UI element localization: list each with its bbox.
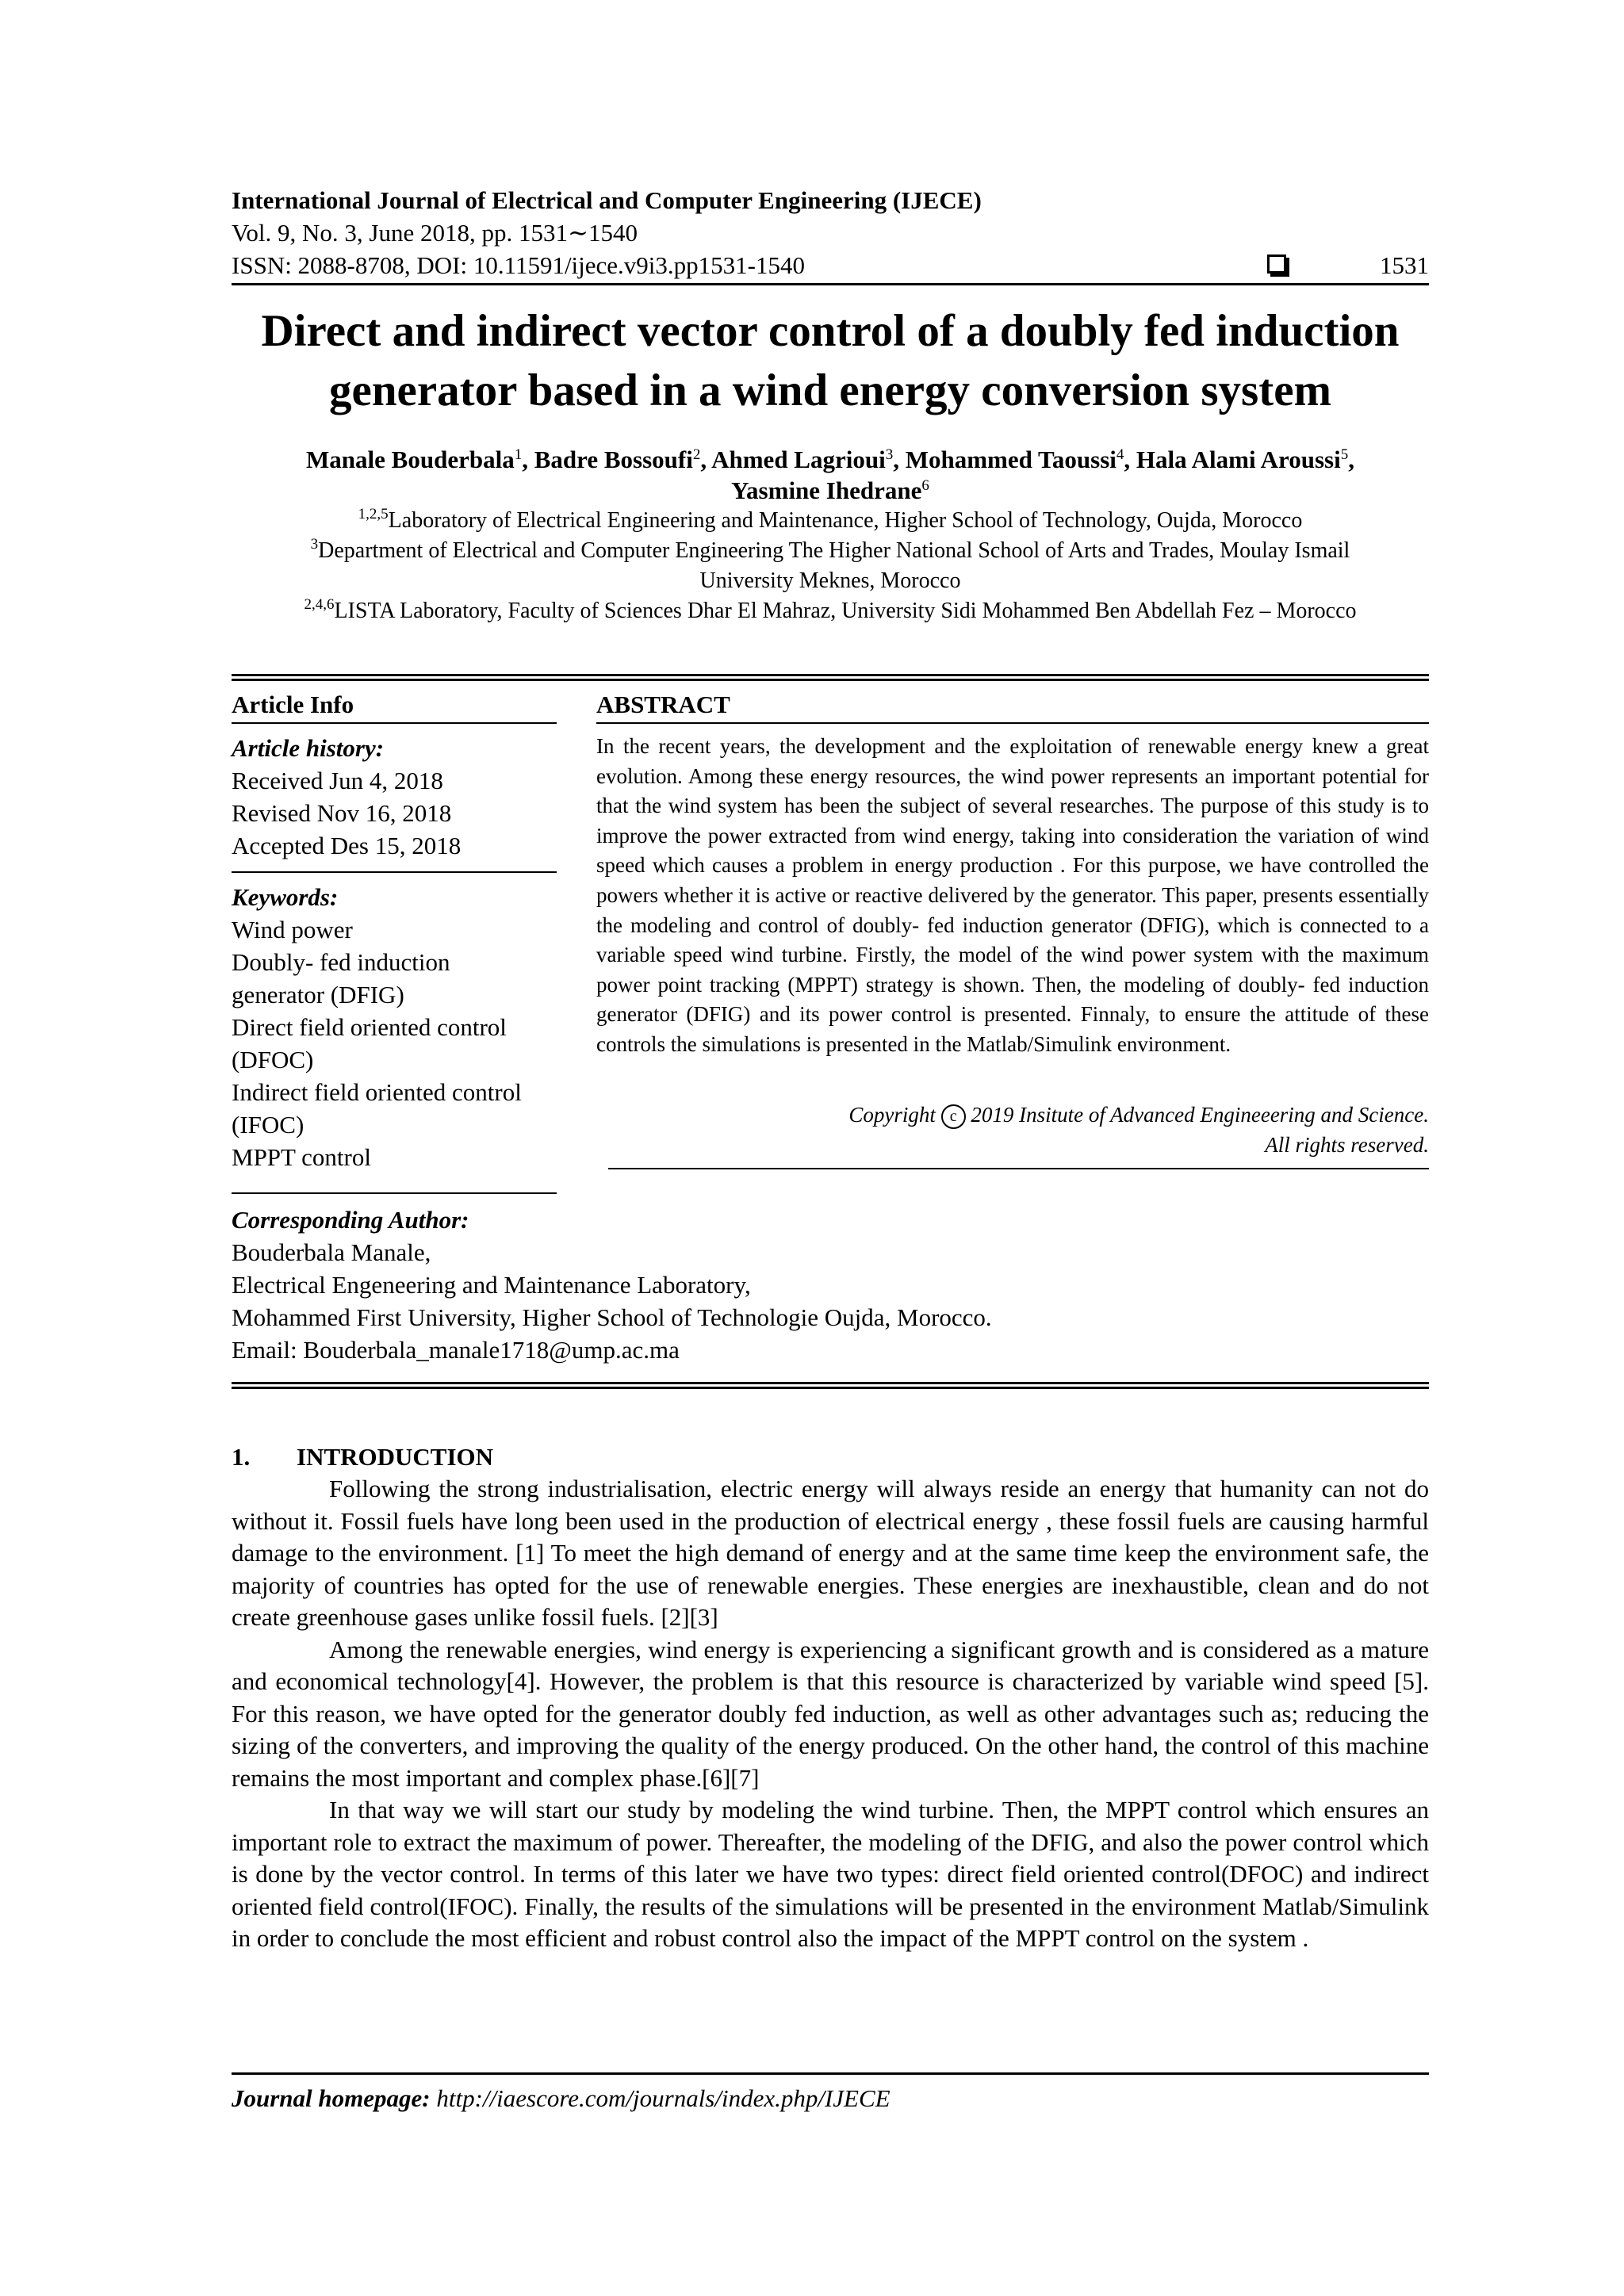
affiliation-sup: 3 xyxy=(310,536,319,553)
affiliation-3 xyxy=(232,596,1429,626)
footer-label: Journal homepage: xyxy=(232,2084,431,2112)
author-sup: 4 xyxy=(1116,446,1124,463)
affiliations xyxy=(232,506,1429,626)
author-sup: 2 xyxy=(692,446,701,463)
keywords xyxy=(232,873,557,1183)
keyword-item: Indirect field oriented control xyxy=(232,1078,522,1106)
author-name: Mohammed Taoussi xyxy=(905,446,1116,473)
keyword-item: (DFOC) xyxy=(232,1046,314,1073)
intro-paragraph-1: Following the strong industrialisation, electric energy will always reside an energy that humanity can not do without it. Fossil fuels have long been used in the production of electrical energy , these fossil fuels are causing harmful damage to the environment. [1] To meet the high demand of energy and at the same time keep the environment safe, the majority of countries has opted for the use of renewable energies. These energies are inexhaustible, clean and do not create greenhouse gases unlike fossil fuels. [2][3] xyxy=(232,1475,1429,1631)
intro-paragraph-2: Among the renewable energies, wind energy is experiencing a significant growth and is considered as a mature and economical technology[4]. However, the problem is that this resource is characterized by variable wind speed [5]. For this reason, we have opted for the generator doubly fed induction, as well as other advantages such as; reducing the sizing of the converters, and improving the quality of the energy produced. On the other hand, the control of this machine remains the most important and complex phase.[6][7] xyxy=(232,1635,1429,1792)
abstract xyxy=(596,687,1429,1183)
abstract-heading: ABSTRACT xyxy=(596,691,730,718)
section-heading xyxy=(232,1441,1429,1473)
corresponding-name: Bouderbala Manale, xyxy=(232,1238,431,1266)
author-name: Manale Bouderbala xyxy=(306,446,515,473)
author-line-2 xyxy=(232,475,1429,506)
affiliation-text: Laboratory of Electrical Engineering and Maintenance, Higher School of Technology, Oujda, Morocco xyxy=(388,508,1303,533)
corresponding-label: Corresponding Author: xyxy=(232,1206,469,1234)
copyright-icon: c xyxy=(941,1104,966,1129)
section-number: 1. xyxy=(232,1443,251,1471)
author-sup: 6 xyxy=(921,477,929,494)
keyword-item: MPPT control xyxy=(232,1143,371,1171)
author-sup: 3 xyxy=(885,446,894,463)
volume-line: Vol. 9, No. 3, June 2018, pp. 1531∼1540 xyxy=(232,219,638,247)
article-info-heading: Article Info xyxy=(232,691,354,718)
title-line-2: generator based in a wind energy conversion system xyxy=(329,365,1331,415)
section-title: INTRODUCTION xyxy=(297,1443,494,1471)
author-line-1: Manale Bouderbala$^1$, Badre Bossoufi$^2$, Ahmed Lagrioui$^3$, Mohammed Taoussi$^4$, Hala Alami Aroussi$^5$, xyxy=(306,446,1354,473)
history-label: Article history: xyxy=(232,734,385,762)
article-info xyxy=(232,687,557,1183)
keyword-item: Wind power xyxy=(232,916,353,943)
info-box-top-rule xyxy=(232,674,1429,681)
keyword-item: Direct field oriented control xyxy=(232,1013,507,1041)
title-line-1: Direct and indirect vector control of a doubly fed induction xyxy=(261,306,1400,356)
author-name: Hala Alami Aroussi xyxy=(1136,446,1341,473)
author-sup: 1 xyxy=(514,446,523,463)
corresponding-author xyxy=(232,1194,1429,1366)
corresponding-email: Email: Bouderbala_manale1718@ump.ac.ma xyxy=(232,1336,680,1364)
author-name: Yasmine Ihedrane xyxy=(731,476,922,504)
page-content xyxy=(232,184,1429,1955)
issn-row xyxy=(232,249,1429,281)
copyright xyxy=(596,1100,1429,1160)
paper-title xyxy=(232,301,1429,420)
corresponding-university: Mohammed First University, Higher School of Technologie Oujda, Morocco. xyxy=(232,1303,992,1331)
affiliation-2-cont: University Meknes, Morocco xyxy=(699,568,961,593)
author-name: Ahmed Lagrioui xyxy=(711,446,886,473)
page-footer xyxy=(232,2072,1429,2114)
copyright-prefix: Copyright xyxy=(848,1102,936,1127)
introduction-section xyxy=(232,1441,1429,1955)
affiliation-1 xyxy=(232,506,1429,536)
journal-name: International Journal of Electrical and Computer Engineering (IJECE) xyxy=(232,186,982,214)
affiliation-text: LISTA Laboratory, Faculty of Sciences Dhar El Mahraz, University Sidi Mohammed Ben Abdellah Fez – Morocco xyxy=(334,599,1357,623)
affiliation-sup: 1,2,5 xyxy=(358,506,389,522)
article-history xyxy=(232,724,557,871)
keyword-item: Doubly- fed induction xyxy=(232,948,450,976)
affiliation-sup: 2,4,6 xyxy=(304,596,335,613)
corresponding-lab: Electrical Engeneering and Maintenance Laboratory, xyxy=(232,1271,751,1299)
author-list xyxy=(232,444,1429,506)
affiliation-2 xyxy=(232,536,1429,566)
box-icon xyxy=(1267,254,1286,274)
page-number: 1531 xyxy=(1380,251,1429,279)
rights-reserved: All rights reserved. xyxy=(1265,1132,1429,1157)
copyright-text: 2019 Insitute of Advanced Engineeering and Science. xyxy=(971,1102,1429,1127)
accepted-date: Accepted Des 15, 2018 xyxy=(232,832,462,859)
copyright-line xyxy=(596,1100,1429,1130)
info-abstract-row xyxy=(232,687,1429,1183)
affiliation-text: Department of Electrical and Computer Engineering The Higher National School of Arts and Trades, Moulay Ismail xyxy=(318,538,1350,563)
issn-doi: ISSN: 2088-8708, DOI: 10.11591/ijece.v9i3.pp1531-1540 xyxy=(232,251,805,279)
abstract-text: In the recent years, the development and the exploitation of renewable energy knew a great evolution. Among these energy resources, the wind power represents an important potential for that the wind system has been the subject of several researches. The purpose of this study is to improve the power extracted from wind energy, taking into consideration the variation of wind speed which causes a problem in energy production . For this purpose, we have controlled the powers whether it is active or reactive delivered by the generator. This paper, presents essentially the modeling and control of doubly- fed induction generator (DFIG), which is connected to a variable speed wind turbine. Firstly, the model of the wind power system with the maximum power point tracking (MPPT) strategy is shown. Then, the modeling of doubly- fed induction generator (DFIG) and its power control is presented. Finnaly, to ensure the attitude of these controls the simulations is presented in the Matlab/Simulink environment. xyxy=(596,734,1429,1056)
abstract-bottom-rule xyxy=(608,1168,1429,1169)
revised-date: Revised Nov 16, 2018 xyxy=(232,799,452,827)
header-rule xyxy=(232,283,1429,285)
info-box-bottom-rule xyxy=(232,1382,1429,1389)
author-sup: 5 xyxy=(1340,446,1349,463)
keyword-item: (IFOC) xyxy=(232,1111,304,1138)
keyword-item: generator (DFIG) xyxy=(232,981,404,1008)
journal-homepage-link[interactable]: http://iaescore.com/journals/index.php/IJECE xyxy=(436,2084,891,2112)
keywords-label: Keywords: xyxy=(232,883,339,911)
received-date: Received Jun 4, 2018 xyxy=(232,767,443,794)
author-name: Badre Bossoufi xyxy=(534,446,693,473)
journal-header xyxy=(232,184,1429,285)
intro-paragraph-3: In that way we will start our study by modeling the wind turbine. Then, the MPPT control which ensures an important role to extract the maximum of power. Thereafter, the modeling of the DFIG, and also the power control which is done by the vector control. In terms of this later we have two types: direct field oriented control(DFOC) and indirect oriented field control(IFOC). Finally, the results of the simulations will be presented in the environment Matlab/Simulink in order to conclude the most efficient and robust control also the impact of the MPPT control on the system . xyxy=(232,1796,1429,1952)
